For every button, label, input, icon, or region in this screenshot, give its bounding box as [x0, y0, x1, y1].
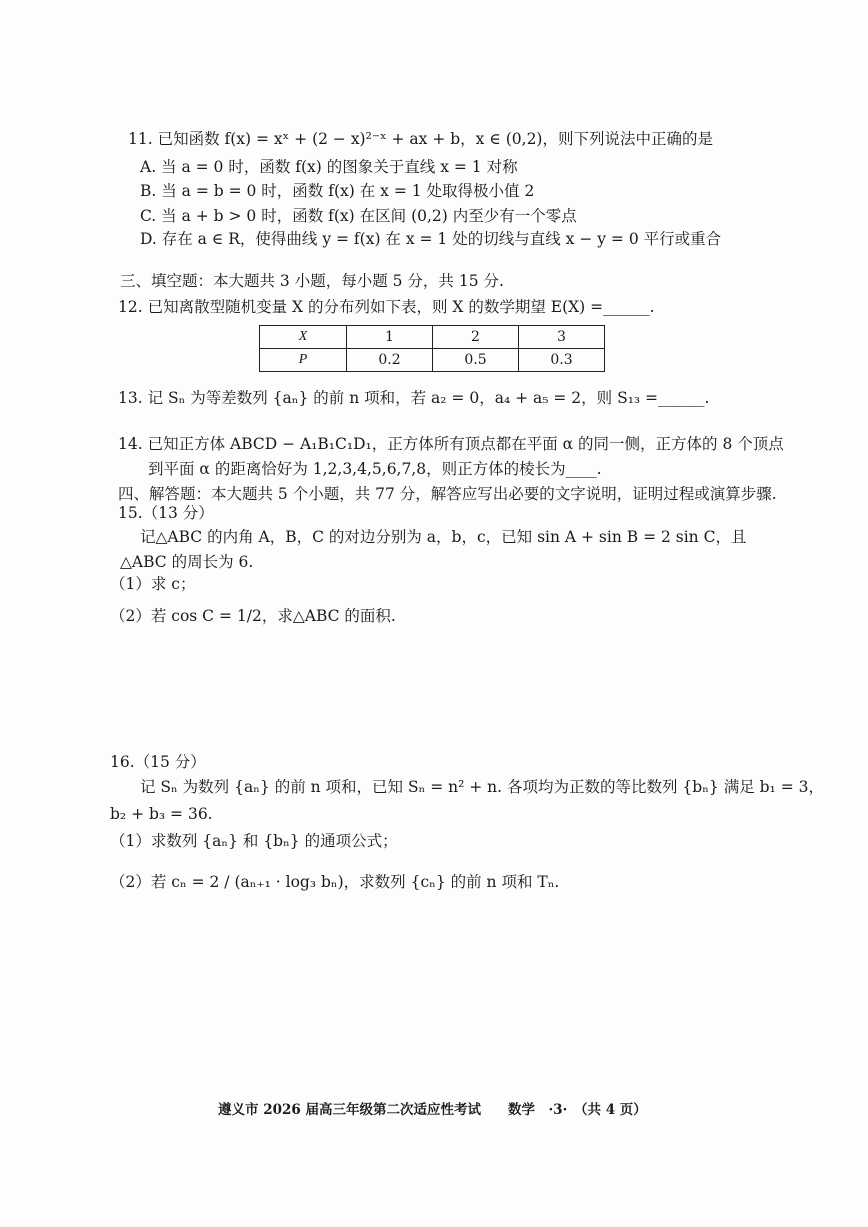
question-13: 13. 记 Sₙ 为等差数列 {aₙ} 的前 n 项和，若 a₂ = 0，a₄ + a₅ = 2，则 S₁₃ =______.: [118, 389, 710, 407]
q16-line-2: b₂ + b₃ = 36.: [110, 805, 213, 823]
q11-stem: 11. 已知函数 f(x) = xˣ + (2 − x)²⁻ˣ + ax + b，x ∈ (0,2)，则下列说法中正确的是: [128, 130, 713, 148]
table-cell: 3: [519, 326, 605, 349]
q11-option-b: B. 当 a = b = 0 时，函数 f(x) 在 x = 1 处取得极小值 2: [140, 182, 535, 200]
q15-line-2: △ABC 的周长为 6.: [120, 553, 254, 571]
q15-part-1: （1）求 c；: [110, 575, 196, 593]
table-row-x: [260, 326, 605, 349]
section-4-heading: 四、解答题：本大题共 5 个小题，共 77 分，解答应写出必要的文字说明，证明过程或演算步骤.: [118, 485, 777, 503]
q14-line-2: 到平面 α 的距离恰好为 1,2,3,4,5,6,7,8，则正方体的棱长为____.: [148, 460, 602, 478]
q15-line-1: 记△ABC 的内角 A，B，C 的对边分别为 a，b，c，已知 sin A + sin B = 2 sin C，且: [140, 528, 747, 546]
q14-line-1: 14. 已知正方体 ABCD − A₁B₁C₁D₁，正方体所有顶点都在平面 α 的同一侧，正方体的 8 个顶点: [118, 435, 784, 453]
q16-header: 16.（15 分）: [110, 753, 206, 771]
table-cell: 0.3: [519, 349, 605, 372]
q12-stem: 12. 已知离散型随机变量 X 的分布列如下表，则 X 的数学期望 E(X) =______.: [118, 298, 655, 316]
table-row-p: [260, 349, 605, 372]
table-cell: 2: [433, 326, 519, 349]
table-cell: 1: [347, 326, 433, 349]
q11-option-d: D. 存在 a ∈ R，使得曲线 y = f(x) 在 x = 1 处的切线与直线 x − y = 0 平行或重合: [140, 230, 722, 248]
q15-part-2: （2）若 cos C = 1/2，求△ABC 的面积.: [110, 607, 396, 625]
q15-header: 15.（13 分）: [118, 504, 214, 522]
page-footer: 遵义市 2026 届高三年级第二次适应性考试 数学 ·3· （共 4 页）: [218, 1102, 647, 1118]
table-cell: 0.5: [433, 349, 519, 372]
distribution-table: [259, 325, 605, 372]
q11-option-c: C. 当 a + b > 0 时，函数 f(x) 在区间 (0,2) 内至少有一个零点: [140, 207, 577, 225]
q11-option-a: A. 当 a = 0 时，函数 f(x) 的图象关于直线 x = 1 对称: [140, 158, 518, 176]
q16-part-1: （1）求数列 {aₙ} 和 {bₙ} 的通项公式；: [110, 832, 398, 850]
table-cell: 0.2: [347, 349, 433, 372]
q16-part-2: （2）若 cₙ = 2 / (aₙ₊₁ · log₃ bₙ)，求数列 {cₙ} 的前 n 项和 Tₙ.: [110, 873, 560, 891]
table-cell: P: [260, 349, 347, 372]
table-cell: X: [260, 326, 347, 349]
q16-line-1: 记 Sₙ 为数列 {aₙ} 的前 n 项和，已知 Sₙ = n² + n. 各项均为正数的等比数列 {bₙ} 满足 b₁ = 3，: [140, 778, 824, 796]
section-3-heading: 三、填空题：本大题共 3 小题，每小题 5 分，共 15 分.: [120, 272, 504, 290]
